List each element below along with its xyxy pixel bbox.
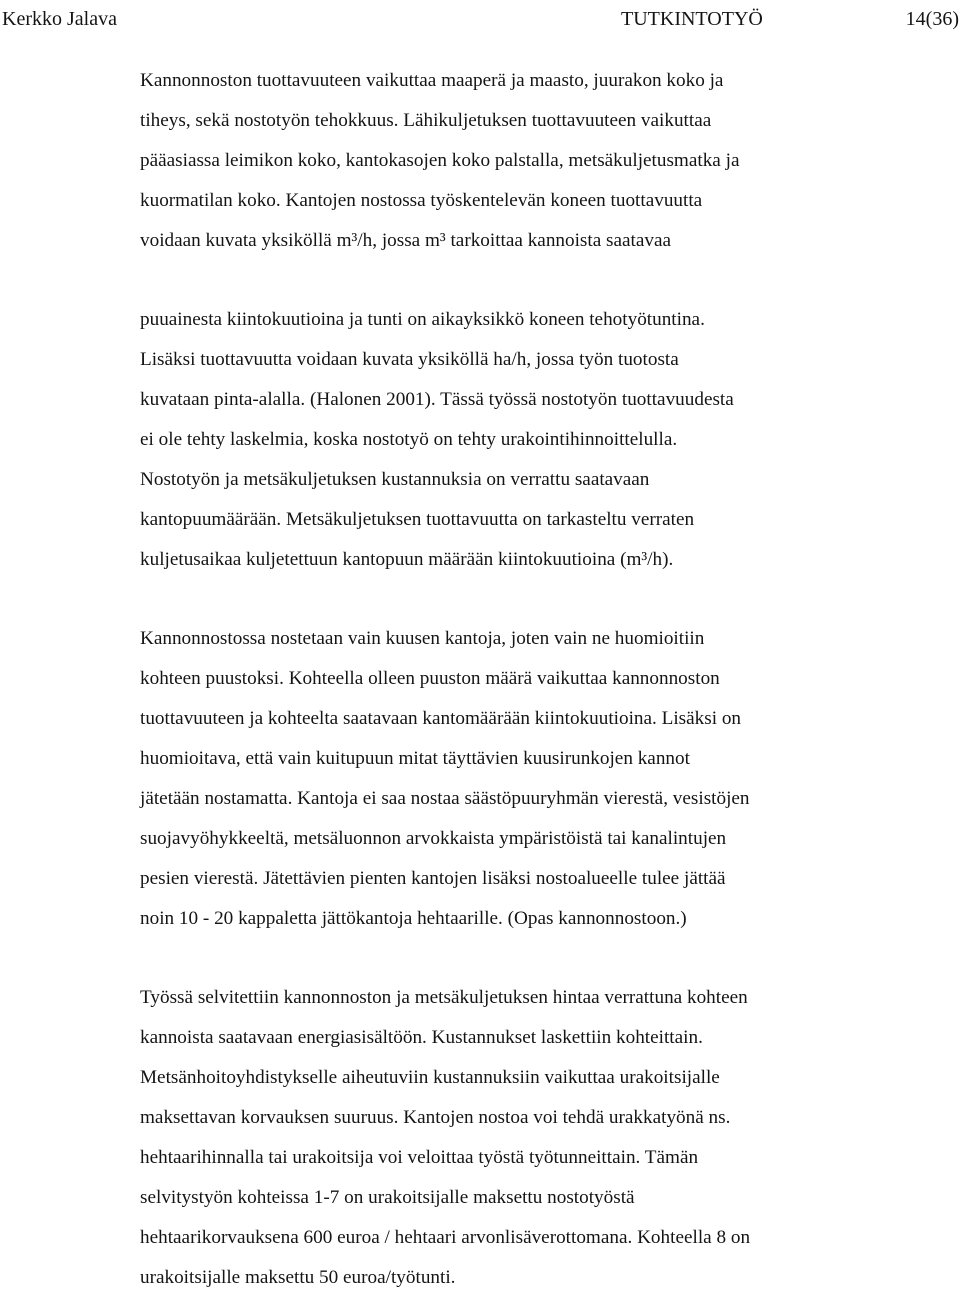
text-line: Kannonnostossa nostetaan vain kuusen kantoja, joten vain ne huomioitiin [140, 628, 705, 649]
text-line: Työssä selvitettiin kannonnoston ja metsäkuljetuksen hintaa verrattuna kohteen [140, 987, 748, 1008]
text-line: Metsänhoitoyhdistykselle aiheutuviin kustannuksiin vaikuttaa urakoitsijalle [140, 1067, 720, 1088]
text-line: maksettavan korvauksen suuruus. Kantojen nostoa voi tehdä urakkatyönä ns. [140, 1107, 731, 1128]
text-line: voidaan kuvata yksiköllä m³/h, jossa m³ tarkoittaa kannoista saatavaa [140, 230, 672, 251]
text-line: huomioitava, että vain kuitupuun mitat täyttävien kuusirunkojen kannot [140, 748, 690, 769]
text-line: suojavyöhykkeeltä, metsäluonnon arvokkaista ympäristöistä tai kanalintujen [140, 828, 727, 849]
text-line: kuvataan pinta-alalla. (Halonen 2001). Tässä työssä nostotyön tuottavuudesta [140, 389, 734, 410]
text-line: pesien vierestä. Jätettävien pienten kantojen lisäksi nostoalueelle tulee jättää [140, 868, 726, 889]
paragraph-2 [140, 300, 940, 580]
paragraph-3 [140, 619, 940, 939]
text-line: kuljetusaikaa kuljetettuun kantopuun määrään kiintokuutioina (m³/h). [140, 549, 674, 570]
header-document-type: TUTKINTOTYÖ [621, 8, 763, 30]
text-line: Nostotyön ja metsäkuljetuksen kustannuksia on verrattu saatavaan [140, 469, 650, 490]
text-line: hehtaarikorvauksena 600 euroa / hehtaari arvonlisäverottomana. Kohteella 8 on [140, 1227, 751, 1248]
text-line: puuainesta kiintokuutioina ja tunti on aikayksikkö koneen tehotyötuntina. [140, 309, 705, 330]
text-line: selvitystyön kohteissa 1-7 on urakoitsijalle maksettu nostotyöstä [140, 1187, 635, 1208]
text-line: Lisäksi tuottavuutta voidaan kuvata yksiköllä ha/h, jossa työn tuotosta [140, 349, 679, 370]
text-line: pääasiassa leimikon koko, kantokasojen koko palstalla, metsäkuljetusmatka ja [140, 150, 740, 171]
text-line: ei ole tehty laskelmia, koska nostotyö on tehty urakointihinnoittelulla. [140, 429, 678, 450]
text-line: urakoitsijalle maksettu 50 euroa/työtunti. [140, 1267, 456, 1288]
page-header [0, 3, 960, 35]
text-line: tiheys, sekä nostotyön tehokkuus. Lähikuljetuksen tuottavuuteen vaikuttaa [140, 110, 712, 131]
header-author: Kerkko Jalava [2, 8, 117, 30]
paragraph-4 [140, 978, 940, 1298]
text-line: kohteen puustoksi. Kohteella olleen puuston määrä vaikuttaa kannonnoston [140, 668, 720, 689]
text-line: Kannonnoston tuottavuuteen vaikuttaa maaperä ja maasto, juurakon koko ja [140, 70, 724, 91]
text-line: noin 10 - 20 kappaletta jättökantoja hehtaarille. (Opas kannonnostoon.) [140, 908, 687, 929]
paragraph-1 [140, 61, 940, 261]
text-line: tuottavuuteen ja kohteelta saatavaan kantomäärään kiintokuutioina. Lisäksi on [140, 708, 742, 729]
text-line: jätetään nostamatta. Kantoja ei saa nostaa säästöpuuryhmän vierestä, vesistöjen [140, 788, 750, 809]
text-line: kantopuumäärään. Metsäkuljetuksen tuottavuutta on tarkasteltu verraten [140, 509, 695, 530]
text-line: hehtaarihinnalla tai urakoitsija voi veloittaa työstä työtunneittain. Tämän [140, 1147, 699, 1168]
text-line: kannoista saatavaan energiasisältöön. Kustannukset laskettiin kohteittain. [140, 1027, 703, 1048]
text-line: kuormatilan koko. Kantojen nostossa työskentelevän koneen tuottavuutta [140, 190, 703, 211]
header-page-number: 14(36) [905, 8, 959, 30]
